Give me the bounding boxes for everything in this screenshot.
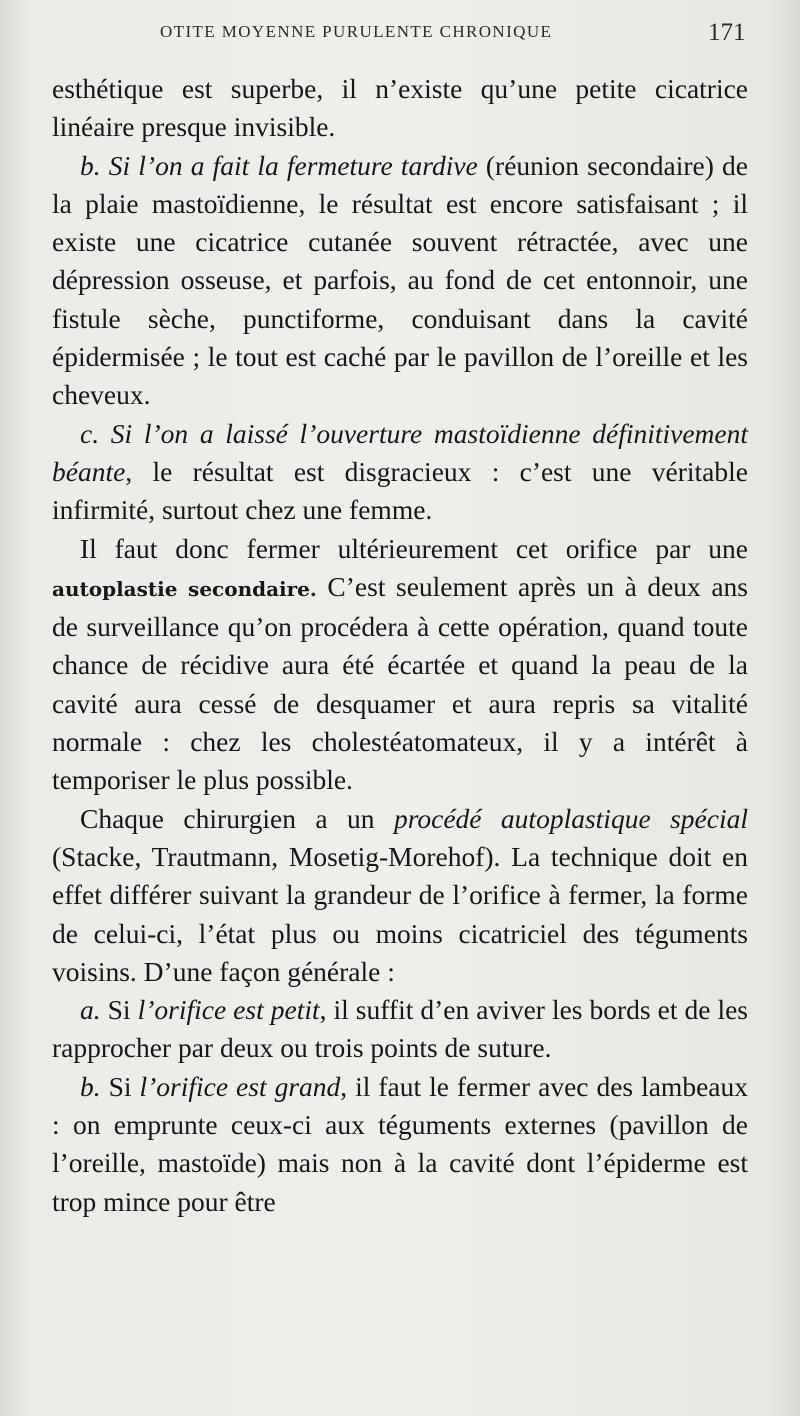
page-text: [52, 70, 748, 1221]
paragraph-text: , il suffit d’en aviver les bords et de les rapprocher par deux ou trois points de suture.: [52, 994, 748, 1064]
paragraph-continuation: [52, 70, 748, 147]
paragraph-text: esthétique est superbe, il n’existe qu’une petite cicatrice linéaire presque invisible.: [52, 73, 748, 143]
paragraph-text: (réunion secondaire) de la plaie mastoïdienne, le résultat est encore satisfaisant ; il existe une cicatrice cutanée souvent rétractée, avec une dépression osseuse, et parfois, au fond de cet entonnoir, une fistule sèche, punctiforme, conduisant dans la cavité épidermisée ; le tout est caché par le pavillon de l’oreille et les cheveux.: [52, 149, 748, 411]
paragraph-text: Il faut donc fermer ultérieurement cet orifice par une: [80, 532, 748, 564]
paragraph-text: , le résultat est disgracieux : c’est une véritable infirmité, surtout chez une femme.: [52, 455, 748, 526]
running-head: OTITE MOYENNE PURULENTE CHRONIQUE: [160, 22, 553, 41]
paragraph-text: (Stacke, Trautmann, Mosetig-Morehof). La technique doit en effet différer suivant la grandeur de l’orifice à fermer, la forme de celui-ci, l’état plus ou moins cicatriciel des téguments voisins. D’une façon générale :: [52, 840, 748, 987]
paragraph-a-small-orifice: [52, 991, 748, 1068]
list-marker: a.: [80, 994, 101, 1026]
bold-term: autoplastie secondaire.: [52, 576, 317, 601]
page-number: 171: [708, 19, 746, 46]
list-marker: c.: [80, 417, 100, 449]
paragraph-text: Si: [100, 1070, 140, 1102]
paragraph-secondary-autoplasty: [52, 530, 748, 800]
emphasis-text: l’orifice est grand: [139, 1070, 341, 1102]
paragraph-text: Si: [100, 994, 138, 1026]
paragraph-c-open-cavity: [52, 415, 748, 530]
paragraph-b-late-closure: [52, 147, 748, 415]
emphasis-text: procédé autoplastique spécial: [393, 802, 748, 834]
list-marker: b.: [80, 1070, 101, 1102]
emphasis-text: l’orifice est petit: [137, 994, 320, 1026]
paragraph-text: C’est seulement après un à deux ans de surveillance qu’on procédera à cette opération, quand toute chance de récidive aura été écartée et quand la peau de la cavité aura cessé de desquamer et aura repris sa vitalité normale : chez les cholestéatomateux, il y a intérêt à temporiser le plus possible.: [52, 570, 748, 796]
paragraph-special-procedure: [52, 800, 748, 991]
paragraph-text: Chaque chirurgien a un: [80, 802, 394, 834]
emphasis-text: Si l’on a laissé l’ouverture mastoïdienne définitivement béante: [52, 417, 749, 487]
emphasis-text: Si l’on a fait la fermeture tardive: [108, 149, 478, 181]
list-marker: b.: [80, 149, 101, 181]
paragraph-b-large-orifice: [52, 1068, 748, 1221]
paragraph-text: , il faut le fermer avec des lambeaux : on emprunte ceux-ci aux téguments externes (pavillon de l’oreille, mastoïde) mais non à la cavité dont l’épiderme est trop mince pour être: [52, 1070, 748, 1217]
